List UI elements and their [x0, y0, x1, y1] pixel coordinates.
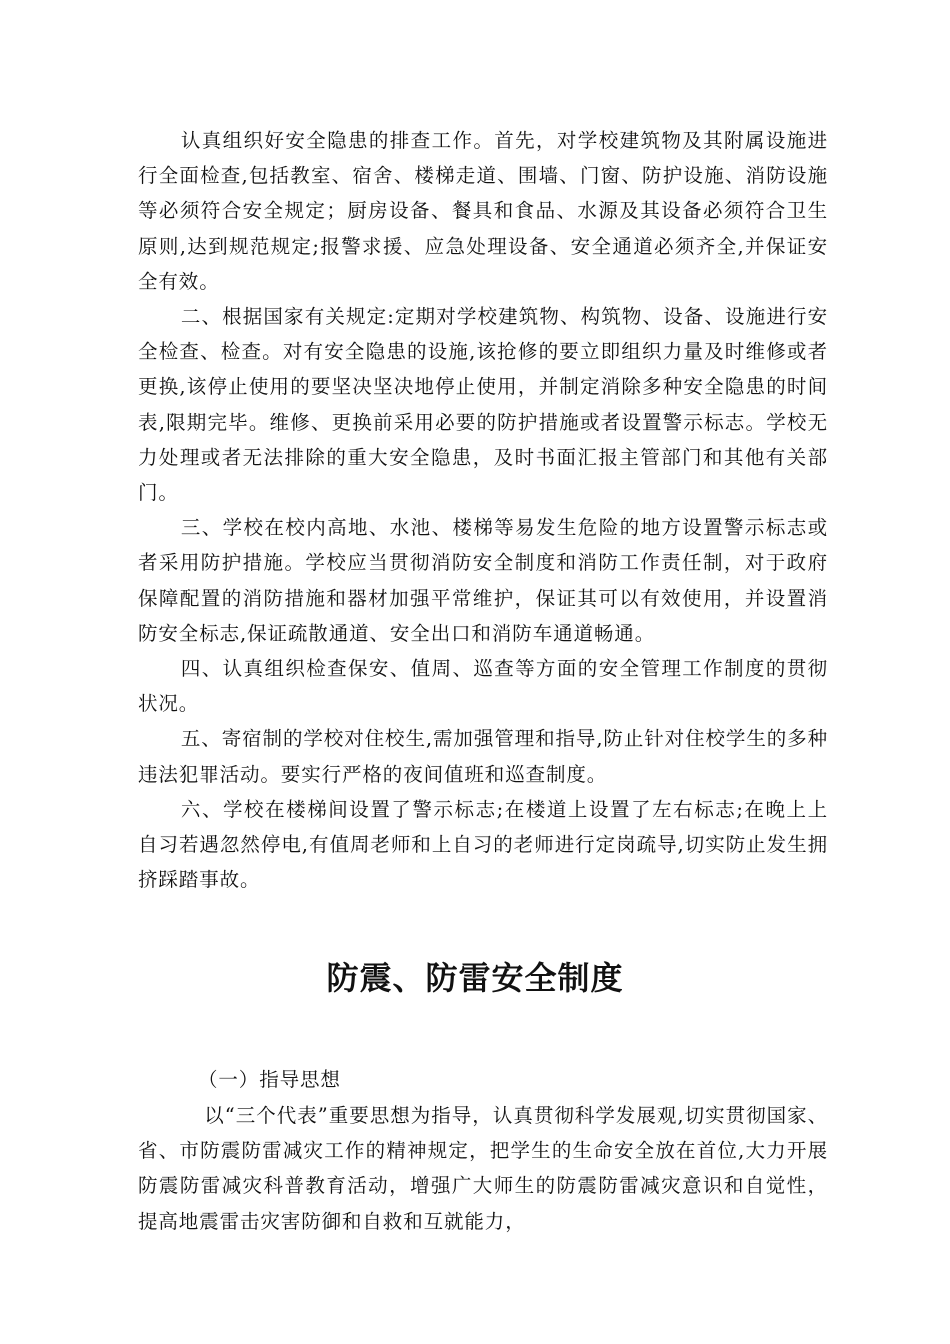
section-title: 防震、防雷安全制度 — [326, 959, 624, 997]
paragraph-rule-6: 六、学校在楼梯间设置了警示标志;在楼道上设置了左右标志;在晚上上自习若遇忽然停电,有值周老师和上自习的老师进行定岗疏导,切实防止发生拥挤踩踏事故。 — [138, 797, 828, 892]
paragraph-rule-2: 二、根据国家有关规定:定期对学校建筑物、构筑物、设备、设施进行安全检查、检查。对有安全隐患的设施,该抢修的要立即组织力量及时维修或者更换,该停止使用的要坚决坚决地停止使用，并制定消除多种安全隐患的时间表,限期完毕。维修、更换前采用必要的防护措施或者设置警示标志。学校无力处理或者无法排除的重大安全隐患，及时书面汇报主管部门和其他有关部门。 — [138, 305, 828, 505]
paragraph-rule-5: 五、寄宿制的学校对住校生,需加强管理和指导,防止针对住校学生的多种违法犯罪活动。要实行严格的夜间值班和巡查制度。 — [138, 727, 828, 786]
paragraph-hazard-inspection: 认真组织好安全隐患的排查工作。首先，对学校建筑物及其附属设施进行全面检查,包括教室、宿舍、楼梯走道、围墙、门窗、防护设施、消防设施等必须符合安全规定；厨房设备、餐具和食品、水源及其设备必须符合卫生原则,达到规范规定;报警求援、应急处理设备、安全通道必须齐全,并保证安全有效。 — [138, 129, 828, 293]
subheading-guiding-ideology: （一）指导思想 — [198, 1068, 341, 1091]
safety-rules-section — [138, 123, 828, 897]
guiding-ideology-section — [138, 1098, 828, 1239]
paragraph-rule-3: 三、学校在校内高地、水池、楼梯等易发生危险的地方设置警示标志或者采用防护措施。学校应当贯彻消防安全制度和消防工作责任制，对于政府保障配置的消防措施和器材加强平常维护，保证其可以有效使用，并设置消防安全标志,保证疏散通道、安全出口和消防车通道畅通。 — [138, 516, 828, 645]
paragraph-guiding-ideology: 以“三个代表”重要思想为指导，认真贯彻科学发展观,切实贯彻国家、省、市防震防雷减灾工作的精神规定，把学生的生命安全放在首位,大力开展防震防雷减灾科普教育活动，增强广大师生的防震防雷减灾意识和自觉性，提高地震雷击灾害防御和自救和互就能力， — [138, 1104, 828, 1233]
paragraph-rule-4: 四、认真组织检查保安、值周、巡查等方面的安全管理工作制度的贯彻状况。 — [138, 657, 828, 716]
